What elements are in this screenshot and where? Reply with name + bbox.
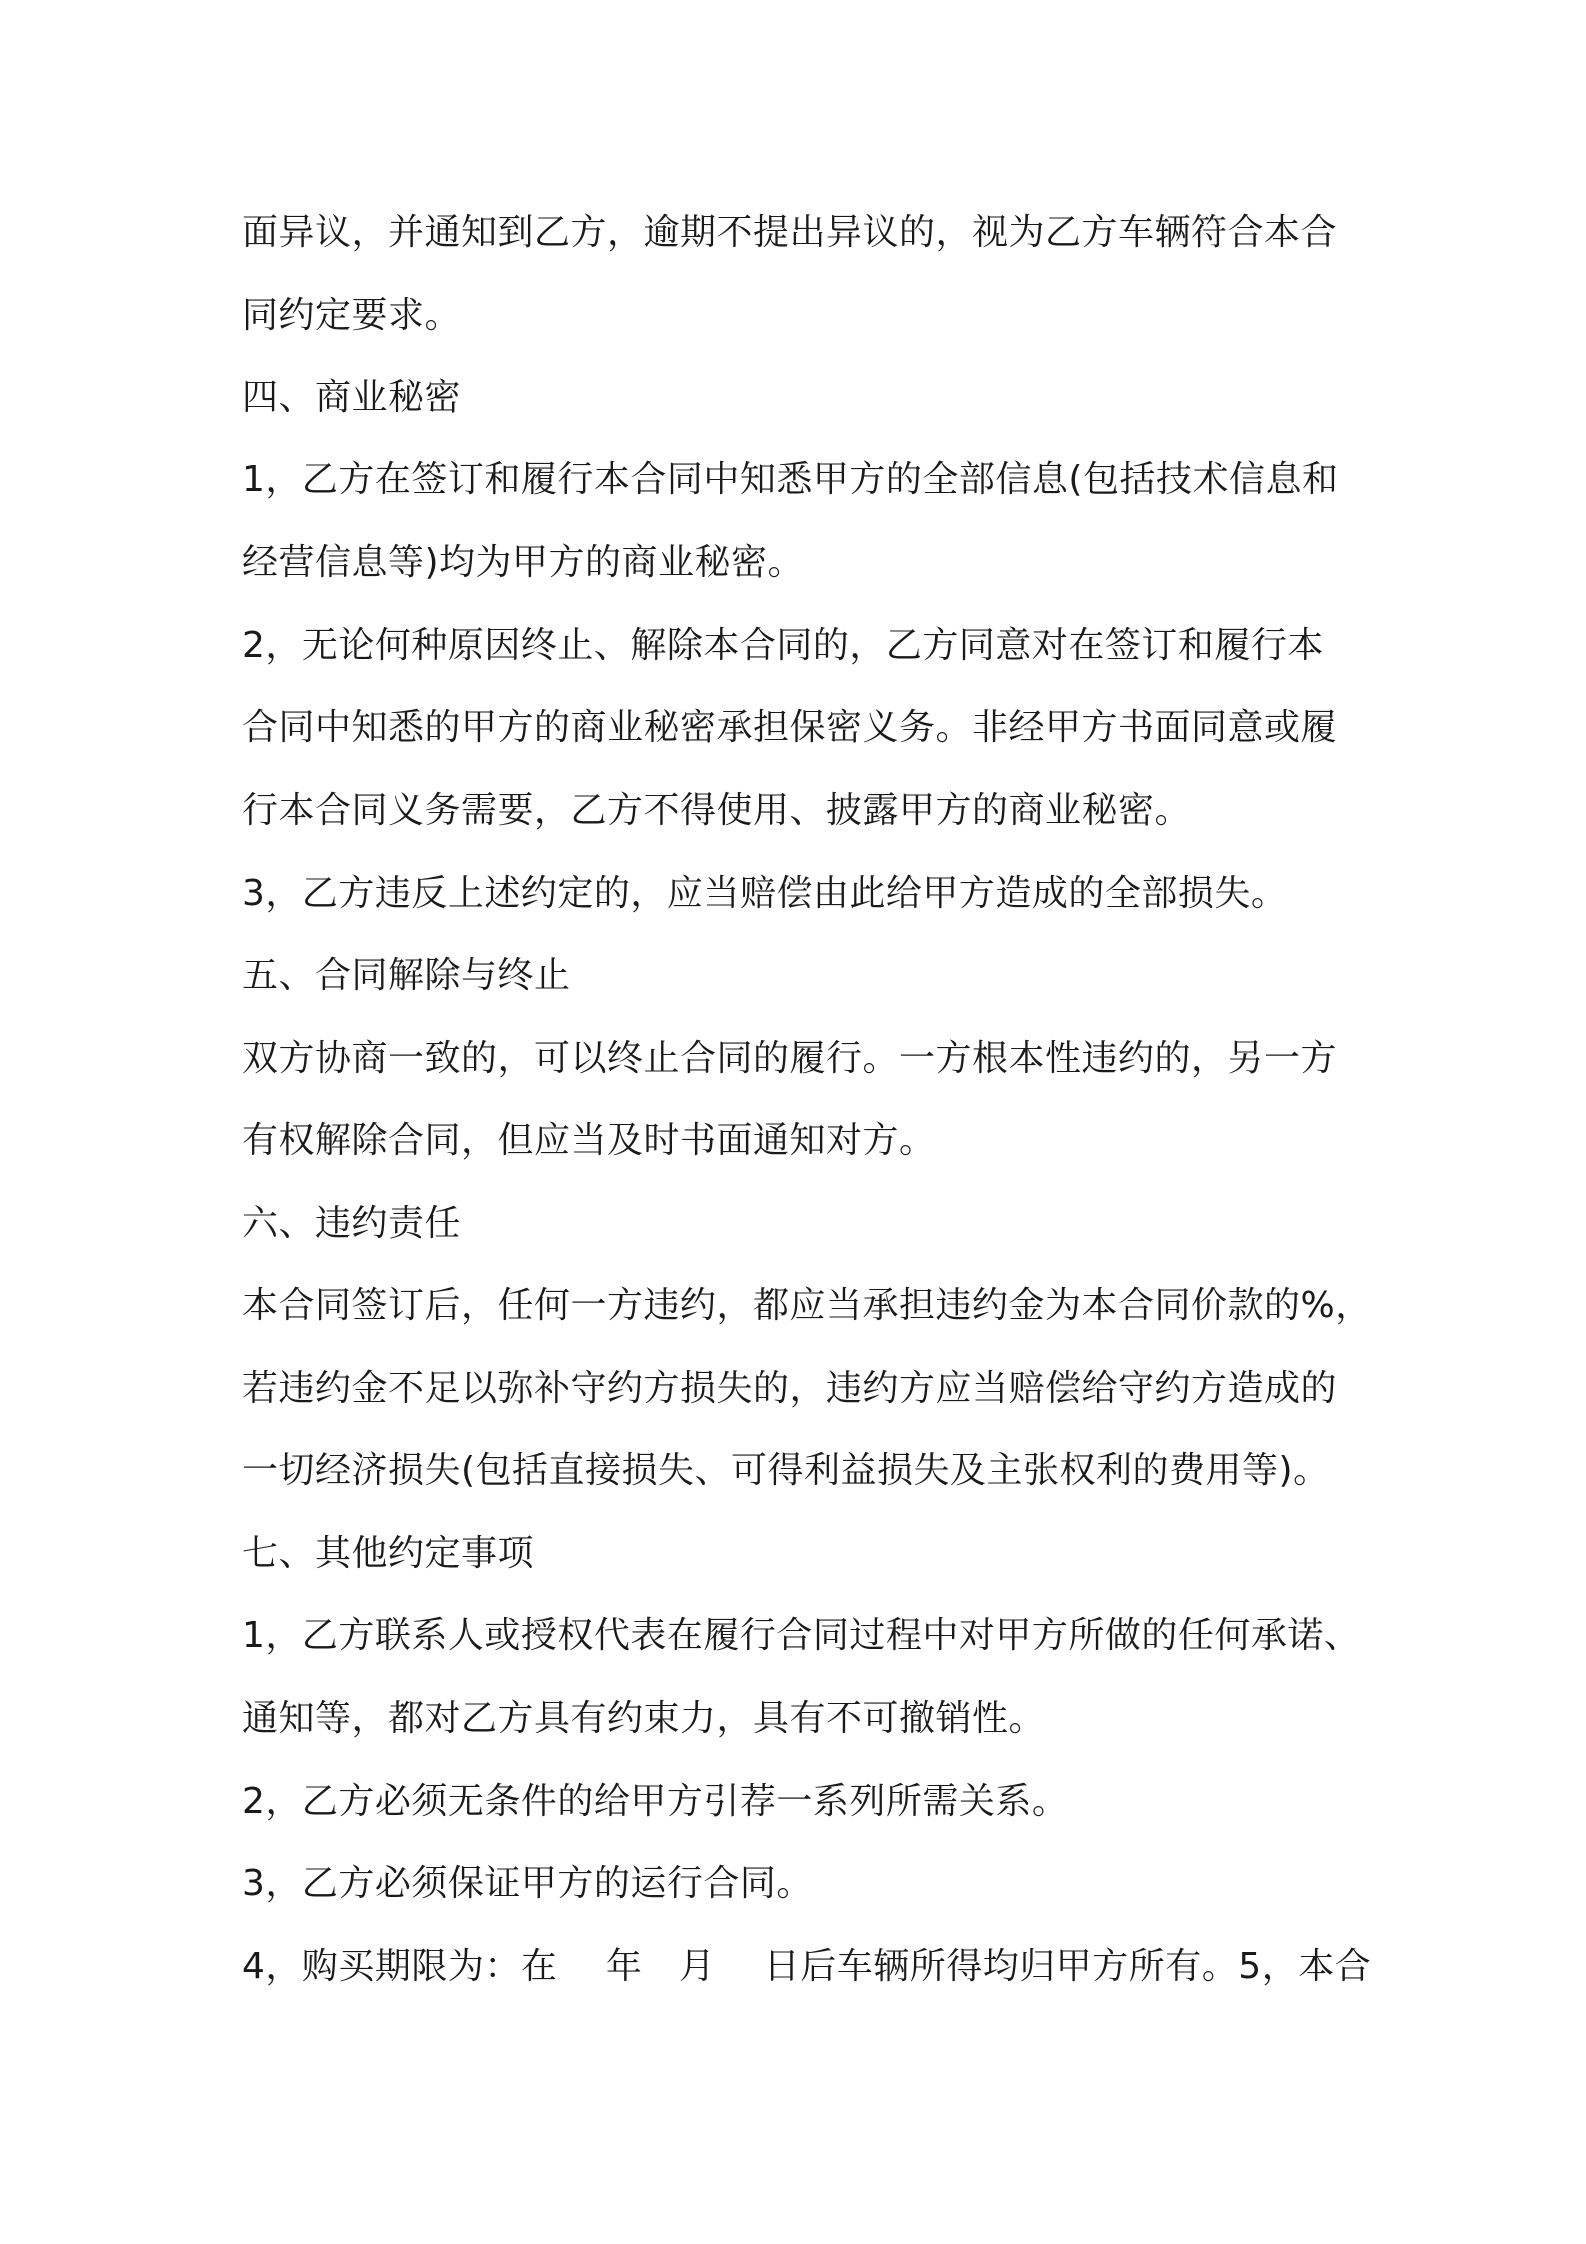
text-line: 4，购买期限为：在 年 月 日后车辆所得均归甲方所有。5，本合	[242, 1946, 1372, 1987]
text-line: 通知等，都对乙方具有约束力，具有不可撤销性。	[242, 1698, 1046, 1739]
section-heading: 四、商业秘密	[242, 377, 462, 418]
text-line: 1，乙方联系人或授权代表在履行合同过程中对甲方所做的任何承诺、	[242, 1615, 1361, 1656]
text-line: 行本合同义务需要，乙方不得使用、披露甲方的商业秘密。	[242, 790, 1192, 831]
text-line: 3，乙方必须保证甲方的运行合同。	[242, 1863, 813, 1904]
text-line: 一切经济损失(包括直接损失、可得利益损失及主张权利的费用等)。	[242, 1450, 1330, 1491]
text-line: 1，乙方在签订和履行本合同中知悉甲方的全部信息(包括技术信息和	[242, 459, 1339, 500]
section-heading: 七、其他约定事项	[242, 1533, 535, 1574]
text-line: 3，乙方违反上述约定的，应当赔偿由此给甲方造成的全部损失。	[242, 873, 1288, 914]
text-line: 若违约金不足以弥补守约方损失的，违约方应当赔偿给守约方造成的	[242, 1368, 1338, 1409]
text-line: 合同中知悉的甲方的商业秘密承担保密义务。非经甲方书面同意或履	[242, 707, 1338, 748]
section-heading: 六、违约责任	[242, 1203, 462, 1244]
text-line: 本合同签订后，任何一方违约，都应当承担违约金为本合同价款的%，	[242, 1285, 1372, 1326]
text-line: 同约定要求。	[242, 295, 462, 336]
text-line: 面异议，并通知到乙方，逾期不提出异议的，视为乙方车辆符合本合	[242, 212, 1338, 253]
text-line: 有权解除合同，但应当及时书面通知对方。	[242, 1120, 936, 1161]
text-line: 双方协商一致的，可以终止合同的履行。一方根本性违约的，另一方	[242, 1038, 1338, 1079]
text-line: 2，乙方必须无条件的给甲方引荐一系列所需关系。	[242, 1781, 1069, 1822]
text-line: 经营信息等)均为甲方的商业秘密。	[242, 542, 805, 583]
section-heading: 五、合同解除与终止	[242, 955, 571, 996]
text-line: 2，无论何种原因终止、解除本合同的，乙方同意对在签订和履行本	[242, 625, 1324, 666]
